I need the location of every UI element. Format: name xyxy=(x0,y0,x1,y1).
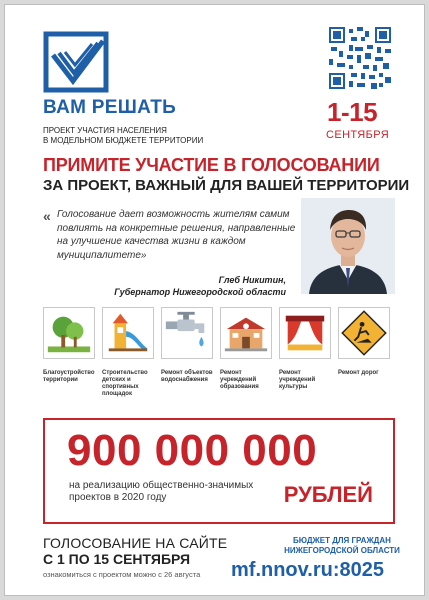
brand-subtitle-line2: В МОДЕЛЬНОМ БЮДЖЕТЕ ТЕРРИТОРИИ xyxy=(43,136,204,145)
category-water xyxy=(161,307,217,384)
trees-icon xyxy=(43,307,95,359)
quote-close-mark: » xyxy=(140,249,147,261)
quote-text xyxy=(57,208,299,262)
category-roads xyxy=(338,307,394,377)
roadwork-icon xyxy=(338,307,390,359)
category-playgrounds xyxy=(102,307,158,398)
vote-note: ознакомиться с проектом можно с 26 августа xyxy=(43,570,201,579)
governor-portrait xyxy=(301,198,395,294)
brand-subtitle-line1: ПРОЕКТ УЧАСТИЯ НАСЕЛЕНИЯ xyxy=(43,126,167,135)
headline-main: ПРИМИТЕ УЧАСТИЕ В ГОЛОСОВАНИИ xyxy=(43,155,380,175)
quote-author-title: Губернатор Нижегородской области xyxy=(114,287,286,297)
date-month: СЕНТЯБРЯ xyxy=(326,129,390,141)
budget-for-citizens xyxy=(283,536,401,556)
brand-title: ВАМ РЕШАТЬ xyxy=(43,97,177,118)
category-list xyxy=(43,307,395,397)
budget-amount: 900 000 000 xyxy=(67,426,318,475)
category-education xyxy=(220,307,276,391)
budget-currency: РУБЛЕЙ xyxy=(283,482,373,507)
theater-icon xyxy=(279,307,331,359)
category-culture xyxy=(279,307,335,391)
brand-subtitle xyxy=(43,126,263,146)
category-label: Ремонт учреждений образования xyxy=(220,370,259,390)
budget-amount-box xyxy=(43,418,395,524)
quote-mark: « xyxy=(43,208,51,224)
date-range: 1-15 xyxy=(327,97,378,127)
vote-site-heading: ГОЛОСОВАНИЕ НА САЙТЕ xyxy=(43,535,228,551)
faucet-icon xyxy=(161,307,213,359)
category-label: Ремонт дорог xyxy=(338,370,379,376)
headline-sub: ЗА ПРОЕКТ, ВАЖНЫЙ ДЛЯ ВАШЕЙ ТЕРРИТОРИИ xyxy=(43,177,410,194)
category-label: Благоустройство территории xyxy=(43,370,95,383)
budget-line1: БЮДЖЕТ ДЛЯ ГРАЖДАН xyxy=(293,536,391,545)
playground-icon xyxy=(102,307,154,359)
category-improvement xyxy=(43,307,99,384)
website-link[interactable]: mf.nnov.ru:8025 xyxy=(231,559,384,581)
category-label: Ремонт объектов водоснабжения xyxy=(161,370,213,383)
budget-description: на реализацию общественно-значимых проектов в 2020 году xyxy=(69,480,254,503)
checkmark-logo-icon xyxy=(43,31,109,93)
school-icon xyxy=(220,307,272,359)
quote-body: Голосование дает возможность жителям самим повлиять на конкретные решения, направленные на улучшение качества жизни в каждом муниципалитете xyxy=(57,209,296,261)
category-label: Ремонт учреждений культуры xyxy=(279,370,316,390)
poster xyxy=(4,4,425,596)
budget-line2: НИЖЕГОРОДСКОЙ ОБЛАСТИ xyxy=(284,546,400,555)
vote-dates: С 1 ПО 15 СЕНТЯБРЯ xyxy=(43,551,191,567)
qr-code-icon xyxy=(329,27,391,89)
category-label: Строительство детских и спортивных площадок xyxy=(102,370,148,397)
quote-author-name: Глеб Никитин, xyxy=(218,275,286,285)
